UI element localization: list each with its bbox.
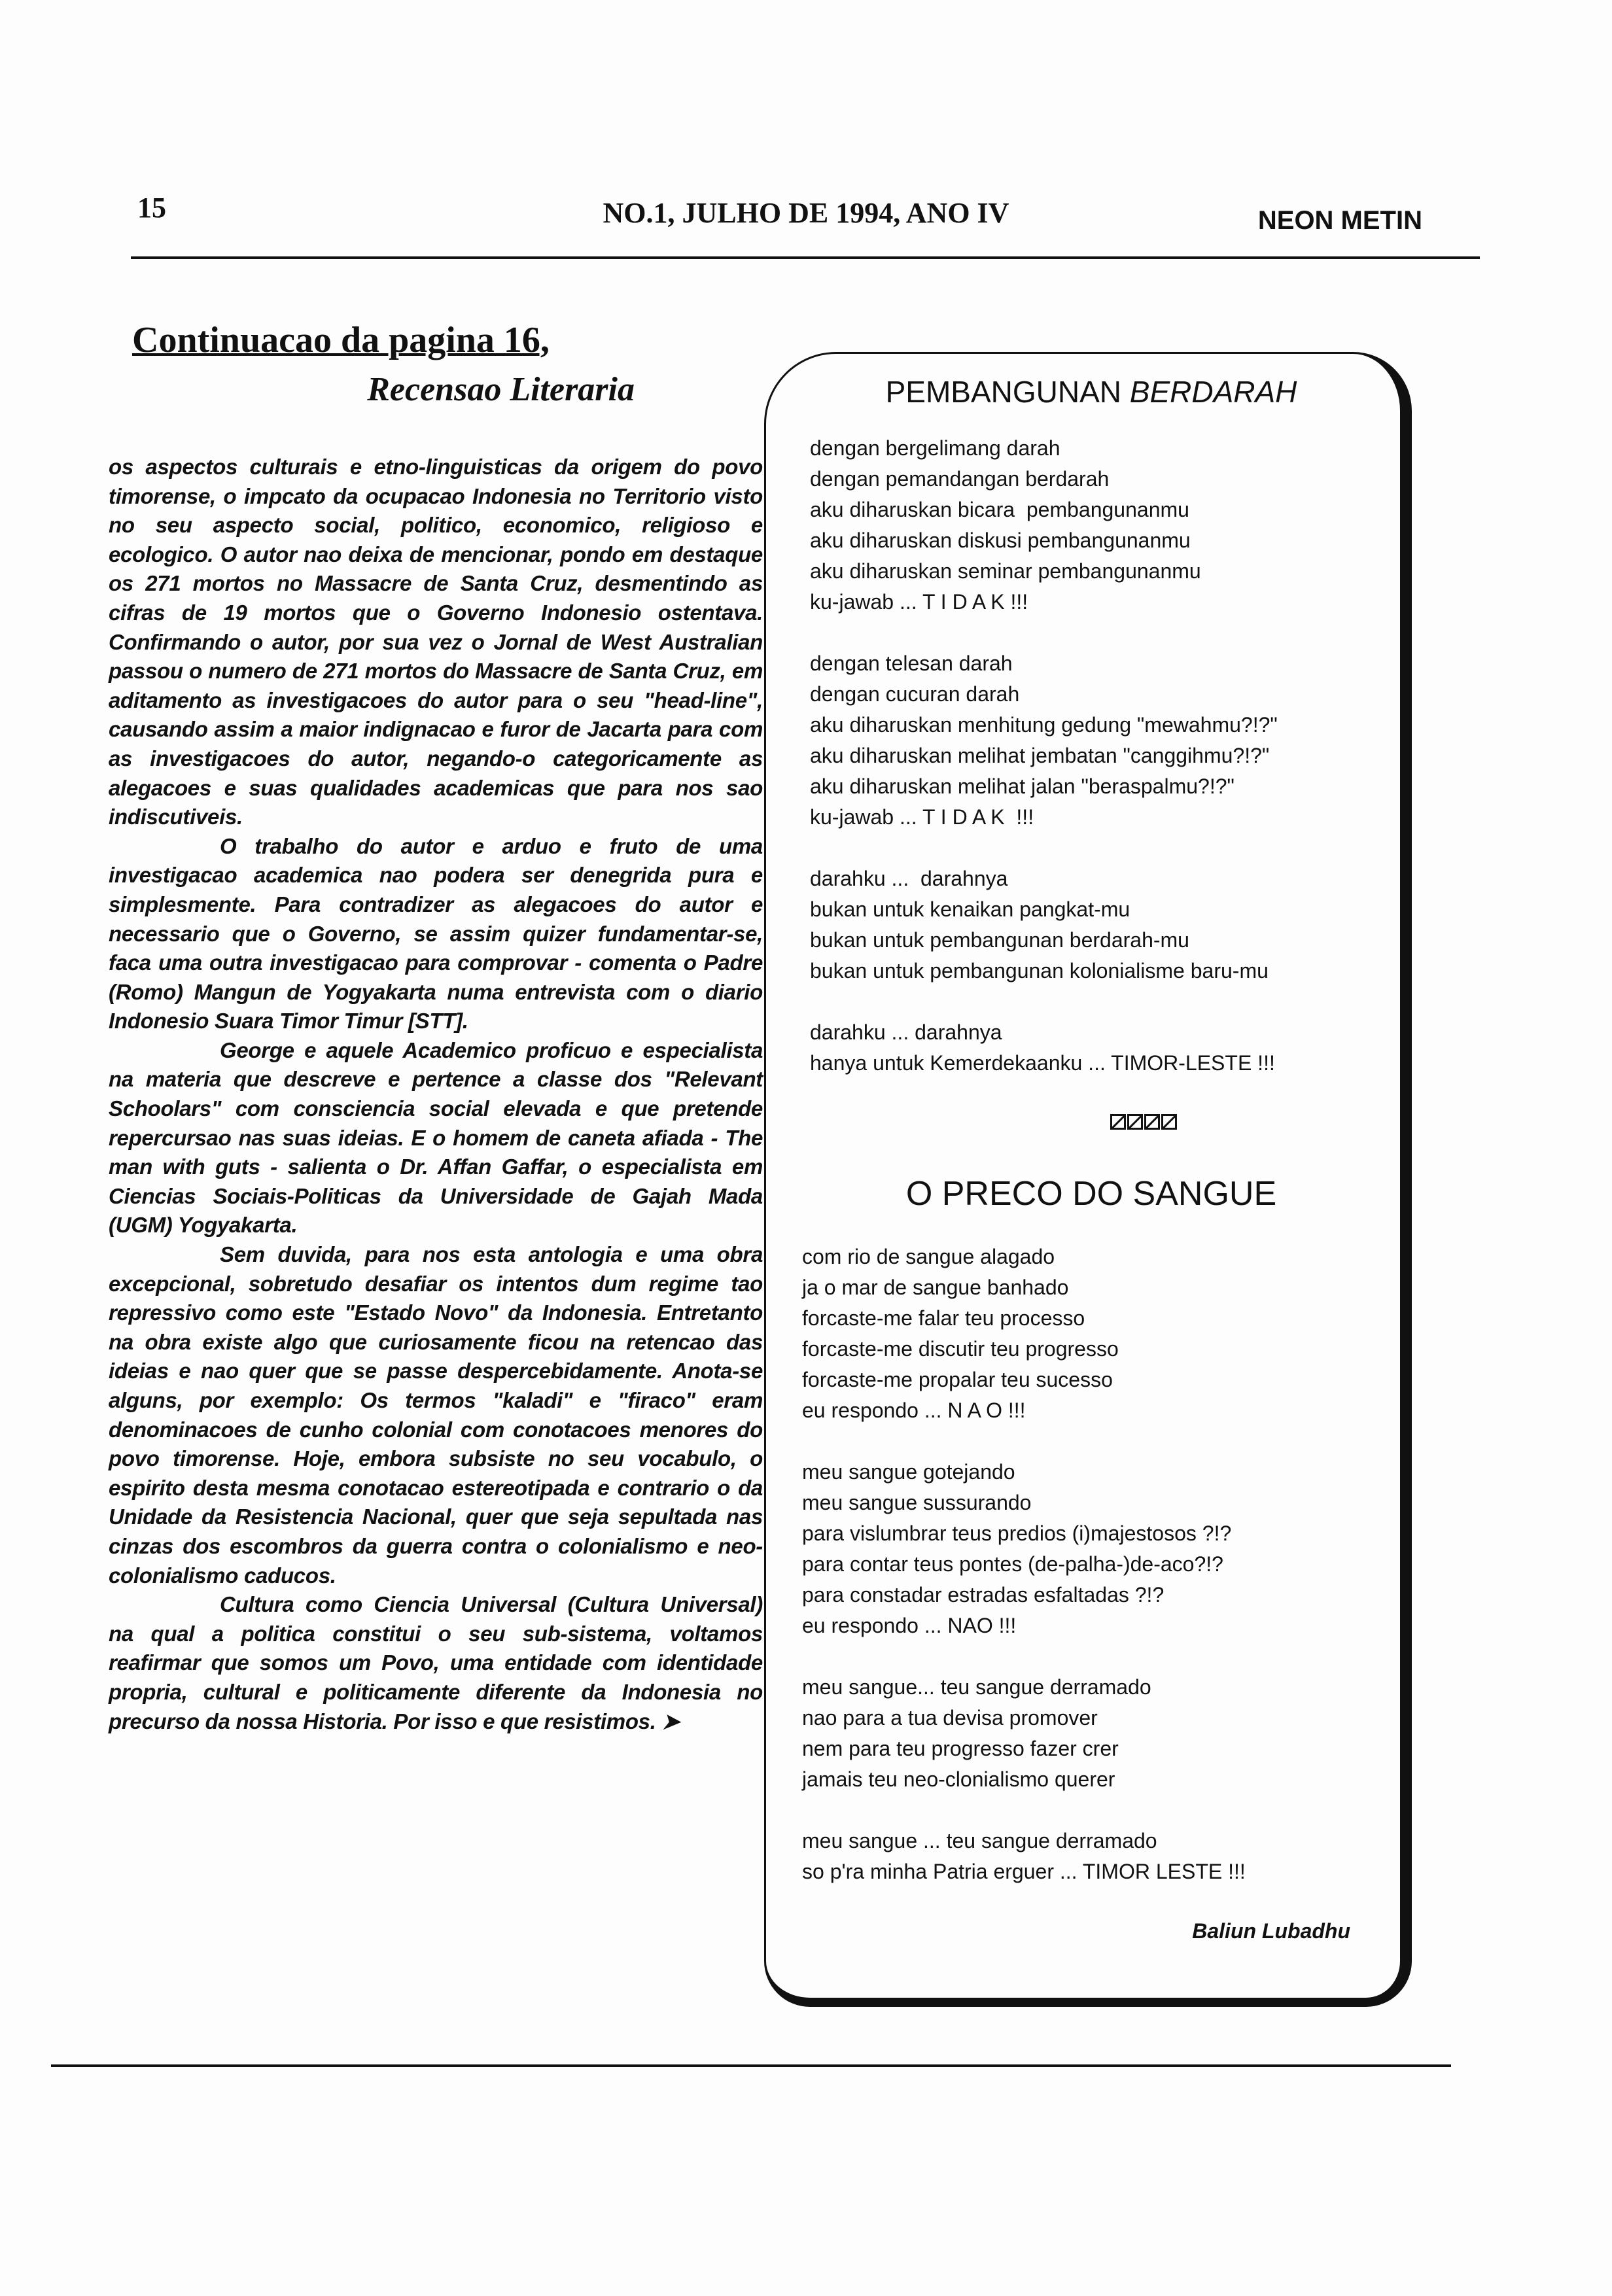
- poem-line: aku diharuskan melihat jembatan "canggihmu?!?": [810, 744, 1270, 767]
- poem-line: ku-jawab ... T I D A K !!!: [810, 805, 1034, 829]
- poem-line: para constadar estradas esfaltadas ?!?: [802, 1583, 1165, 1607]
- article-paragraph: George e aquele Academico proficuo e especialista na materia que descreve e pertence a classe dos "Relevant Schoolars" com consciencia social elevada e que pretende repercursao nas suas ideias. E o homem de caneta afiada - The man with guts - salienta o Dr. Affan Gaffar, o especialista em Ciencias Sociais-Politicas da Universidade de Gajah Mada (UGM) Yogyakarta.: [109, 1037, 763, 1238]
- poem-line: forcaste-me propalar teu sucesso: [802, 1368, 1113, 1391]
- poem-line: forcaste-me falar teu processo: [802, 1306, 1085, 1330]
- poem-line: nem para teu progresso fazer crer: [802, 1737, 1119, 1760]
- poem-line: meu sangue gotejando: [802, 1460, 1015, 1484]
- poem-stanza: [802, 1672, 1246, 1795]
- poem-line: aku diharuskan seminar pembangunanmu: [810, 559, 1201, 583]
- poem-stanza: [802, 1826, 1246, 1887]
- poem-line: dengan telesan darah: [810, 652, 1013, 675]
- poem-stanza: [802, 1242, 1246, 1426]
- poem-stanza: [810, 1017, 1278, 1079]
- poem-line: eu respondo ... N A O !!!: [802, 1399, 1026, 1422]
- continuation-heading: Continuacao da pagina 16,: [132, 320, 550, 360]
- poem-line: bukan untuk kenaikan pangkat-mu: [810, 897, 1130, 921]
- poem-line: darahku ... darahnya: [810, 1020, 1002, 1044]
- poem-line: meu sangue sussurando: [802, 1491, 1032, 1514]
- publication-name: NEON METIN: [1257, 206, 1422, 235]
- poem-title-part: PEMBANGUNAN: [885, 375, 1121, 409]
- section-heading: Recensao Literaria: [367, 371, 635, 408]
- poem-line: dengan cucuran darah: [810, 682, 1020, 706]
- poem-line: aku diharuskan menhitung gedung "mewahmu?!?": [810, 713, 1278, 737]
- poem-line: para vislumbrar teus predios (i)majestosos ?!?: [802, 1522, 1232, 1545]
- poem-line: so p'ra minha Patria erguer ... TIMOR LESTE !!!: [802, 1860, 1246, 1883]
- poem-title: [764, 374, 1418, 409]
- article-paragraph: Cultura como Ciencia Universal (Cultura Universal) na qual a politica constitui o seu sub-sistema, voltamos reafirmar que somos um Povo, uma entidade com identidade propria, cultural e politicamente diferente da Indonesia no precurso da nossa Historia. Por isso e que resistimos. ➤: [109, 1592, 763, 1733]
- poem-title: O PRECO DO SANGUE: [905, 1175, 1277, 1213]
- article-paragraph: Sem duvida, para nos esta antologia e uma obra excepcional, sobretudo desafiar os intentos dum regime tao repressivo como este "Estado Novo" da Indonesia. Entretanto na obra existe algo que curiosamente ficou na retencao das ideias e nao quer que se passe despercebidamente. Anota-se alguns, por exemplo: Os termos "kaladi" e "firaco" eram denominacoes de cunho colonial com conotacoes menores do povo timorense. Hoje, embora subsiste no seu vocabulo, o espirito desta mesma conotacao estereotipada e contrario o da Unidade da Resistencia Nacional, quer que seja sepultada nas cinzas dos escombros da guerra contra o colonialismo e neo-colonialismo caducos.: [109, 1242, 763, 1588]
- poem-line: ja o mar de sangue banhado: [802, 1276, 1069, 1299]
- poem-o-preco-do-sangue: [802, 1242, 1246, 1918]
- poem-line: dengan pemandangan berdarah: [810, 467, 1110, 491]
- section-divider-icon: [1110, 1114, 1177, 1130]
- poem-stanza: [802, 1457, 1246, 1641]
- article-body: [109, 453, 763, 1736]
- header-rule: [131, 256, 1480, 259]
- poem-line: forcaste-me discutir teu progresso: [802, 1337, 1119, 1361]
- poem-line: eu respondo ... NAO !!!: [802, 1614, 1017, 1637]
- poem-line: jamais teu neo-clonialismo querer: [802, 1767, 1115, 1791]
- poem-line: com rio de sangue alagado: [802, 1245, 1055, 1268]
- poem-line: aku diharuskan bicara pembangunanmu: [810, 498, 1189, 521]
- poem-line: ku-jawab ... T I D A K !!!: [810, 590, 1028, 614]
- poem-title-part: BERDARAH: [1129, 375, 1297, 409]
- article-paragraph: os aspectos culturais e etno-linguisticas da origem do povo timorense, o impcato da ocupacao Indonesia no Territorio visto no seu aspecto social, politico, economico, religioso e ecologico. O autor nao deixa de mencionar, pondo em destaque os 271 mortos no Massacre de Santa Cruz, desmentindo as cifras de 19 mortos que o Governo Indonesio ostentava. Confirmando o autor, por sua vez o Jornal de West Australian passou o numero de 271 mortos do Massacre de Santa Cruz, em aditamento as investigacoes do autor para o seu "head-line", causando assim a maior indignacao e furor de Jacarta para com as investigacoes do autor, negando-o categoricamente as alegacoes e suas qualidades academicas que para nos sao indiscutiveis.: [109, 455, 763, 829]
- poem-line: dengan bergelimang darah: [810, 436, 1060, 460]
- poem-pembangunan-berdarah: [810, 433, 1278, 1109]
- poem-line: para contar teus pontes (de-palha-)de-aco?!?: [802, 1552, 1223, 1576]
- poem-line: aku diharuskan diskusi pembangunanmu: [810, 529, 1191, 552]
- poem-line: meu sangue... teu sangue derramado: [802, 1675, 1151, 1699]
- poem-line: darahku ... darahnya: [810, 867, 1008, 890]
- poem-line: meu sangue ... teu sangue derramado: [802, 1829, 1157, 1852]
- footer-rule: [51, 2064, 1451, 2067]
- poem-author: Baliun Lubadhu: [1192, 1919, 1350, 1943]
- poem-line: nao para a tua devisa promover: [802, 1706, 1098, 1730]
- poem-line: hanya untuk Kemerdekaanku ... TIMOR-LESTE !!!: [810, 1051, 1275, 1075]
- poem-stanza: [810, 433, 1278, 617]
- poem-stanza: [810, 863, 1278, 986]
- poem-line: aku diharuskan melihat jalan "beraspalmu?!?": [810, 774, 1235, 798]
- article-paragraph: O trabalho do autor e arduo e fruto de uma investigacao academica nao podera ser denegrida pura e simplesmente. Para contradizer as alegacoes do autor e necessario que o Governo, se assim quizer fundamentar-se, faca uma outra investigacao para comprovar - comenta o Padre (Romo) Mangun de Yogyakarta numa entrevista com o diario Indonesio Suara Timor Timur [STT].: [109, 833, 763, 1034]
- issue-date: NO.1, JULHO DE 1994, ANO IV: [603, 197, 1009, 229]
- poem-stanza: [810, 648, 1278, 833]
- page-number: 15: [137, 192, 166, 224]
- poem-line: bukan untuk pembangunan kolonialisme baru-mu: [810, 959, 1269, 983]
- poem-line: bukan untuk pembangunan berdarah-mu: [810, 928, 1189, 952]
